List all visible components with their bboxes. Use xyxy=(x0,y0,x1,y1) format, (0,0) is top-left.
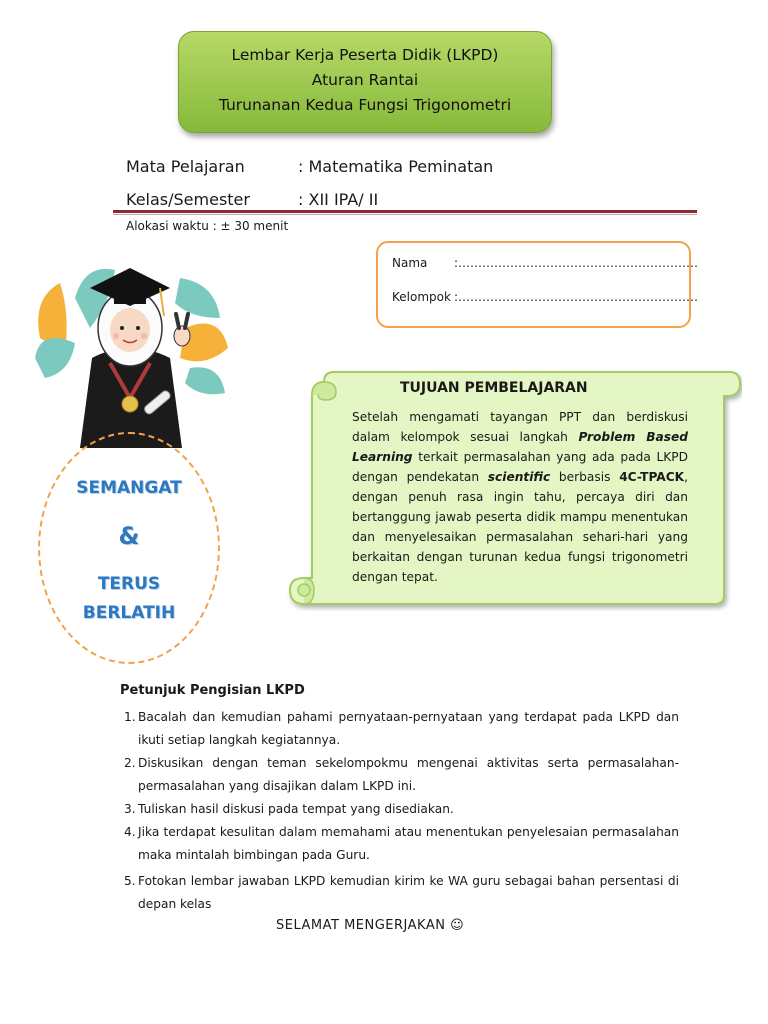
group-field[interactable]: :…………………………………………………… xyxy=(454,290,699,304)
list-item: 2. Diskusikan dengan teman sekelompokmu mengenai aktivitas serta permasalahan-permasalahan yang disajikan dalam LKPD ini. xyxy=(124,756,679,793)
leaf-shape xyxy=(185,367,225,394)
subject-value: : Matematika Peminatan xyxy=(298,157,494,176)
motivation-line-1: SEMANGAT xyxy=(76,478,182,498)
title-line-2: Aturan Rantai xyxy=(311,71,419,89)
list-item: 3. Tuliskan hasil diskusi pada tempat yang disediakan. xyxy=(124,802,454,816)
instructions-list xyxy=(124,706,679,916)
objective-title: TUJUAN PEMBELAJARAN xyxy=(400,380,588,396)
face-shape xyxy=(110,308,150,352)
list-item: 4. Jika terdapat kesulitan dalam memahami atau menentukan penyelesaian permasalahan maka mintalah bimbingan pada Guru. xyxy=(124,825,679,862)
class-label: Kelas/Semester xyxy=(126,190,250,209)
motivation-ampersand: & xyxy=(118,522,140,550)
header-divider-thin xyxy=(113,214,697,215)
motivation-line-3: TERUS xyxy=(97,574,161,594)
name-label: Nama xyxy=(392,256,428,270)
name-field[interactable]: :…………………………………………………… xyxy=(454,256,699,270)
leaf-shape xyxy=(175,278,220,318)
time-allocation: Alokasi waktu : ± 30 menit xyxy=(126,219,289,233)
list-item: 1. Bacalah dan kemudian pahami pernyataan-pernyataan yang terdapat pada LKPD dan ikuti setiap langkah kegiatannya. xyxy=(124,710,679,747)
closing-message: SELAMAT MENGERJAKAN ☺ xyxy=(276,918,465,933)
motivation-line-4: BERLATIH xyxy=(82,603,176,623)
identity-box xyxy=(376,241,699,328)
list-item: 5. Fotokan lembar jawaban LKPD kemudian kirim ke WA guru sebagai bahan persentasi di depan kelas xyxy=(124,874,679,911)
class-value: : XII IPA/ II xyxy=(298,190,379,209)
header-divider xyxy=(113,210,697,213)
title-line-3: Turunanan Kedua Fungsi Trigonometri xyxy=(218,96,512,114)
medal-shape xyxy=(122,396,138,412)
group-label: Kelompok xyxy=(392,290,451,304)
document-title-box xyxy=(178,31,552,133)
graduate-illustration xyxy=(30,258,230,448)
subject-label: Mata Pelajaran xyxy=(126,157,245,176)
motivation-oval xyxy=(38,432,220,664)
objective-text: Setelah mengamati tayangan PPT dan berdiskusi dalam kelompok sesuai langkah Problem Based Learning terkait permasalahan yang ada pada LKPD dengan pendekatan scientific berbasis 4C-TPACK, dengan penuh rasa ingin tahu, percaya diri dan bertanggung jawab peserta didik mampu menentukan dan menyelesaikan permasalahan sehari-hari yang berkaitan dengan turunan kedua fungsi trigonometri dengan tepat. xyxy=(352,410,688,584)
title-line-1: Lembar Kerja Peserta Didik (LKPD) xyxy=(231,46,499,64)
instructions-heading: Petunjuk Pengisian LKPD xyxy=(120,683,305,698)
leaf-shape xyxy=(35,338,75,378)
